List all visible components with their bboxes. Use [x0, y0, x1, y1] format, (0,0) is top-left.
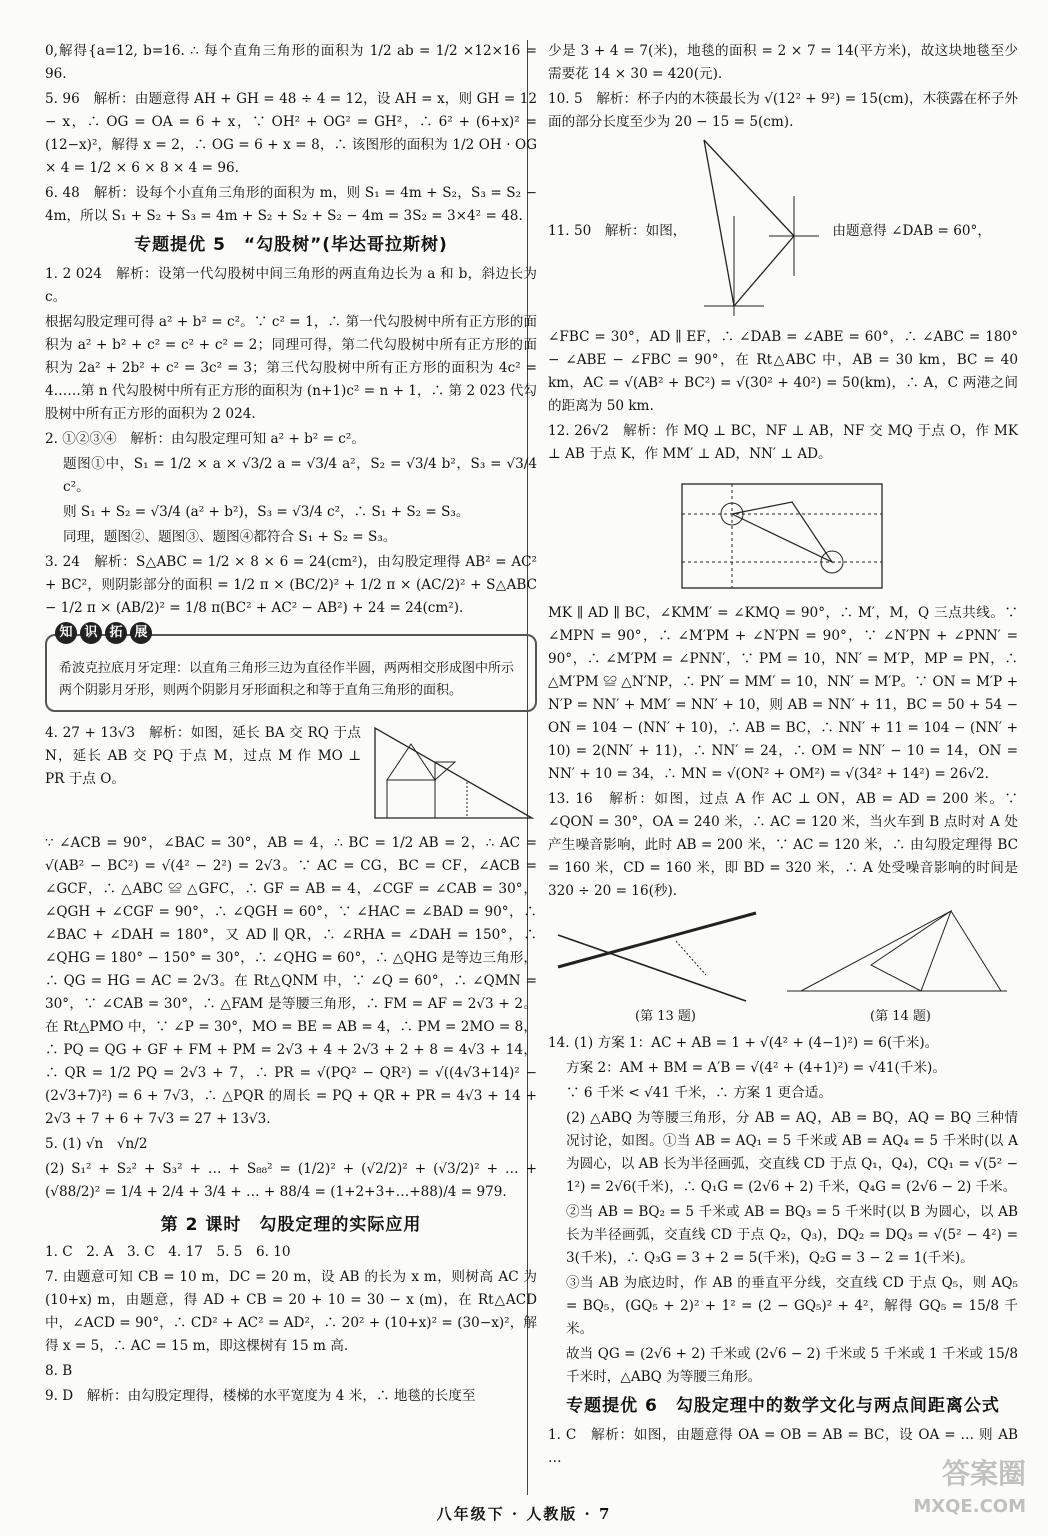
left-column: [45, 40, 537, 1410]
watermark-top: 答案圈: [941, 1457, 1026, 1490]
q12: 12. 26√2 解析：作 MQ ⊥ BC，NF ⊥ AB，NF 交 MQ 于点 O，作 MK ⊥ AB 于点 K，作 MM′ ⊥ AD，NN′ ⊥ AD。: [548, 423, 1018, 462]
q13: 13. 16 解析：如图，过点 A 作 AC ⊥ ON，AB = AD = 200 米。∵ ∠QON = 30°，OA = 240 米，∴ AC = 120 米，当火车到 B 点时对 A 处产生噪音影响，此时 AB = 200 米，∵ AC = 120 米，∴ 由勾股定理得 BC = 160 米，CD = 160 米，即 BD = 320 米，∴ A 处受噪音影响的时间是 320 ÷ 20 = 16(秒).: [548, 791, 1018, 899]
s5-q2: 2. ①②③④ 解析：由勾股定理可知 a² + b² = c²。: [45, 431, 365, 447]
section-title-5: 专题提优 5 “勾股树”(毕达哥拉斯树): [134, 235, 448, 255]
lesson-q1-6: 1. C 2. A 3. C 4. 17 5. 5 6. 10: [45, 1244, 291, 1260]
q9-continued: 少是 3 + 4 = 7(米)，地毯的面积 = 2 × 7 = 14(平方米)，故这块地毯至少需要花 14 × 30 = 420(元).: [548, 43, 1018, 82]
caption-14: (第 14 题): [870, 1009, 931, 1024]
badge-char: 知: [55, 622, 77, 644]
right-column: [548, 40, 1018, 1472]
lesson-title: 第 2 课时 勾股定理的实际应用: [160, 1215, 422, 1235]
knowledge-badge: [55, 622, 152, 644]
lesson-q8: 8. B: [45, 1363, 73, 1379]
answer-line: 0,解得{a=12, b=16. ∴ 每个直角三角形的面积为 1/2 ab = 1/2 ×12×16 = 96.: [45, 43, 537, 82]
page-footer: 八年级下 · 人教版 · 7: [436, 1505, 612, 1523]
knowledge-box: [45, 625, 537, 712]
s5-q3: 3. 24 解析：S△ABC = 1/2 × 8 × 6 = 24(cm²)，由勾股定理得 AB² = AC² + BC²，则阴影部分的面积 = 1/2 π × (BC/2)² + 1/2 π × (AC/2)² + S△ABC − 1/2 π × (AB/2)² = 1/8 π(BC² + AC² − AB²) + 24 = 24(cm²).: [45, 554, 537, 616]
q13-figure: [556, 905, 766, 1005]
caption-13: (第 13 题): [635, 1009, 696, 1024]
lesson-q7: 7. 由题意可知 CB = 10 m，DC = 20 m，设 AB 的长为 x m，则树高 AC 为 (10+x) m，由题意，得 AD + CB = 20 + 10 = 30 − x (m)，在 Rt△ACD 中，∠ACD = 90°，∴ CD² + AC² = AD²，∴ 20² + (10+x)² = (30−x)²，解得 x = 5，∴ AC = 15 m，即这棵树有 15 m 高.: [45, 1269, 538, 1354]
watermark-logo: [900, 1446, 1030, 1526]
answer-5: 5. 96 解析：由题意得 AH + GH = 48 ÷ 4 = 12，设 AH = x，则 GH = 12 − x，∴ OG = OA = 6 + x，∵ OH² + OG² = GH²，∴ 6² + (6+x)² = (12−x)²，解得 x = 2，∴ OG = 6 + x = 8，∴ 该图形的面积为 1/2 OH · OG × 4 = 1/2 × 6 × 8 × 4 = 96.: [45, 91, 537, 176]
s5-q5-2: (2) S₁² + S₂² + S₃² + … + S₈₈² = (1/2)² + (√2/2)² + (√3/2)² + … + (√88/2)² = 1/4 + 2/4 + 3/4 + … + 88/4 = (1+2+3+…+88)/4 = 979.: [45, 1161, 537, 1200]
q13-q14-figures: [548, 905, 1018, 1005]
figure-captions: [548, 1005, 1018, 1028]
q11-figure: [694, 136, 824, 326]
s5-q1: 1. 2 024 解析：设第一代勾股树中间三角形的两直角边长为 a 和 b，斜边长为 c。: [45, 266, 537, 305]
q12-figure: [668, 468, 898, 598]
q12-body: MK ∥ AD ∥ BC，∠KMM′ = ∠KMQ = 90°，∴ M′，M，Q 三点共线。∵ ∠MPN = 90°，∴ ∠M′PM + ∠N′PN = 90°，∵ ∠N′PN + ∠PNN′ = 90°，∴ ∠M′PM = ∠PNN′，∵ PM = 10，NN′ = M′P，MP = PN，∴ △M′PM ≌ △N′NP，∴ PN′ = MM′ = 10，NN′ = M′P。∵ ON = M′P + N′P = NN′ + MM′ = NN′ + 10，则 AB = NN′ + 11，BC = 50 + 54 − ON = 104 − (NN′ + 10)，∴ AB = BC，∴ NN′ + 11 = 104 − (NN′ + 10) = 2(NN′ + 11)，∴ NN′ = 24，∴ OM = NN′ − 10 = 14，ON = NN′ + 10 = 34，∴ MN = √(ON² + OM²) = √(34² + 14²) = 26√2.: [548, 605, 1018, 782]
q10: 10. 5 解析：杯子内的木筷最长为 √(12² + 9²) = 15(cm)，木筷露在杯子外面的部分长度至少为 20 − 15 = 5(cm).: [548, 91, 1018, 130]
s5-q2-same: 同理，题图②、题图③、题图④都符合 S₁ + S₂ = S₃。: [63, 529, 397, 545]
s5-q1-body: 根据勾股定理可得 a² + b² = c²。∵ c² = 1，∴ 第一代勾股树中所有正方形的面积为 a² + b² + c² = c² + c² = 2；同理可得，第二代勾股树中所有正方形的面积为 2a² + 2b² + c² = 3c² = 3；第三代勾股树中所有正方形的面积为 4c² = 4……第 n 代勾股树中所有正方形的面积为 (n+1)c² = n + 1，∴ 第 2 023 代勾股树中所有正方形的面积为 2 024.: [45, 314, 537, 422]
lesson-q9: 9. D 解析：由勾股定理得，楼梯的水平宽度为 4 米，∴ 地毯的长度至: [45, 1388, 476, 1404]
s5-q4: 4. 27 + 13√3 解析：如图，延长 BA 交 RQ 于点 N，延长 AB 交 PQ 于点 M，过点 M 作 MO ⊥ PR 于点 O。: [45, 725, 361, 787]
q14-1: 14. (1) 方案 1：AC + AB = 1 + √(4² + (4−1)²) = 6(千米)。: [548, 1035, 939, 1051]
s5-q5-1: 5. (1) √n √n/2: [45, 1136, 148, 1152]
badge-char: 展: [130, 622, 152, 644]
badge-char: 拓: [105, 622, 127, 644]
q11-body: ∠FBC = 30°，AD ∥ EF，∴ ∠DAB = ∠ABE = 60°，∴ ∠ABC = 180° − ∠ABE − ∠FBC = 90°，在 Rt△ABC 中，AB = 30 km，BC = 40 km，AC = √(AB² + BC²) = √(30² + 40²) = 50(km)，∴ A，C 两港之间的距离为 50 km.: [548, 329, 1018, 414]
answer-6: 6. 48 解析：设每个小直角三角形的面积为 m，则 S₁ = 4m + S₂，S₃ = S₂ − 4m，所以 S₁ + S₂ + S₃ = 4m + S₂ + S₂ + S₂ − 4m = 3S₂ = 3×4² = 48.: [45, 185, 537, 224]
q14-case2: ②当 AB = BQ₂ = 5 千米或 AB = BQ₃ = 5 千米时(以 B 为圆心，以 AB 长为半径画弧，交直线 CD 于点 Q₂，Q₃)，DQ₂ = DQ₃ = √(5² − 4²) = 3(千米)，∴ Q₃G = 3 + 2 = 5(千米)，Q₂G = 3 − 2 = 1(千米)。: [566, 1204, 1018, 1266]
q4-row: [45, 722, 537, 832]
q11-head: 11. 50 解析：如图，: [548, 222, 687, 239]
q14-compare: ∵ 6 千米 < √41 千米，∴ 方案 1 更合适。: [566, 1085, 832, 1101]
s5-q4-body: ∵ ∠ACB = 90°，∠BAC = 30°，AB = 4，∴ BC = 1/2 AB = 2，∴ AC = √(AB² − BC²) = √(4² − 2²) = 2√3。∵ AC = CG，BC = CF，∠ACB = ∠GCF，∴ △ABC ≌ △GFC，∴ GF = AB = 4，∠CGF = ∠CAB = 30°，∠QGH + ∠CGF = 90°，∴ ∠QGH = 60°，∵ ∠HAC = ∠BAD = 90°，∴ ∠BAC + ∠DAH = 180°，又 AD ∥ QR，∴ ∠RHA = ∠DAH = 150°，∴ ∠QHG = 180° − 150° = 30°，∴ ∠QHG = 60°，∴ △QHG 是等边三角形，∴ QG = HG = AC = 2√3。在 Rt△QNM 中，∵ ∠Q = 60°，∴ ∠QMN = 30°，∵ ∠CAB = 30°，∴ △FAM 是等腰三角形，∴ FM = AF = 2√3 + 2。在 Rt△PMO 中，∵ ∠P = 30°，MO = BE = AB = 4，∴ PM = 2MO = 8，∴ PQ = QG + GF + FM + PM = 2√3 + 4 + 2√3 + 2 + 8 = 4√3 + 14，∴ QR = 1/2 PQ = 2√3 + 7，∴ PR = √(PQ² − QR²) = √((4√3+14)² − (2√3+7)²) = 6 + 7√3，∴ △PQR 的周长 = PQ + QR + PR = 4√3 + 14 + 2√3 + 7 + 6 + 7√3 = 27 + 13√3.: [45, 835, 537, 1127]
q14-case3: ③当 AB 为底边时，作 AB 的垂直平分线，交直线 CD 于点 Q₅，则 AQ₅ = BQ₅，(GQ₅ + 2)² + 1² = (2 − GQ₅)² + 4²，解得 GQ₅ = 15/8 千米。: [566, 1275, 1018, 1337]
section-title-6: 专题提优 6 勾股定理中的数学文化与两点间距离公式: [566, 1396, 1000, 1416]
s5-q2-sum: 则 S₁ + S₂ = √3/4 (a² + b²)，S₃ = √3/4 c²，∴ S₁ + S₂ = S₃。: [63, 504, 470, 520]
s6-q1: 1. C 解析：如图，由题意得 OA = OB = AB = BC，设 OA = … 则 AB …: [548, 1427, 1018, 1466]
q14-conclusion: 故当 QG = (2√6 + 2) 千米或 (2√6 − 2) 千米或 5 千米或 1 千米或 15/8 千米时，△ABQ 为等腰三角形。: [566, 1346, 1018, 1385]
q11-tail: 由题意得 ∠DAB = 60°，: [832, 222, 991, 239]
q4-figure: [367, 722, 537, 832]
s5-q2-fig1: 题图①中，S₁ = 1/2 × a × √3/2 a = √3/4 a²，S₂ = √3/4 b²，S₃ = √3/4 c²。: [63, 456, 537, 495]
q11-row: [548, 136, 1018, 326]
q14-figure: [781, 905, 1011, 1005]
q14-plan2: 方案 2：AM + BM = A′B = √(4² + (4+1)²) = √41(千米)。: [566, 1060, 946, 1076]
badge-char: 识: [80, 622, 102, 644]
q14-2: (2) △ABQ 为等腰三角形，分 AB = AQ，AB = BQ，AQ = BQ 三种情况讨论，如图。①当 AB = AQ₁ = 5 千米或 AB = AQ₄ = 5 千米时(以 A 为圆心，以 AB 长为半径画弧，交直线 CD 于点 Q₁，Q₄)，CQ₁ = √(5² − 1²) = 2√6(千米)，∴ Q₁G = (2√6 + 2) 千米，Q₄G = (2√6 − 2) 千米。: [566, 1110, 1018, 1195]
watermark-bottom: MXQE.COM: [913, 1496, 1026, 1517]
knowledge-text: 希波克拉底月牙定理：以直角三角形三边为直径作半圆，两两相交形成图中所示两个阴影月牙形，则两个阴影月牙形面积之和等于直角三角形的面积。: [59, 661, 515, 698]
